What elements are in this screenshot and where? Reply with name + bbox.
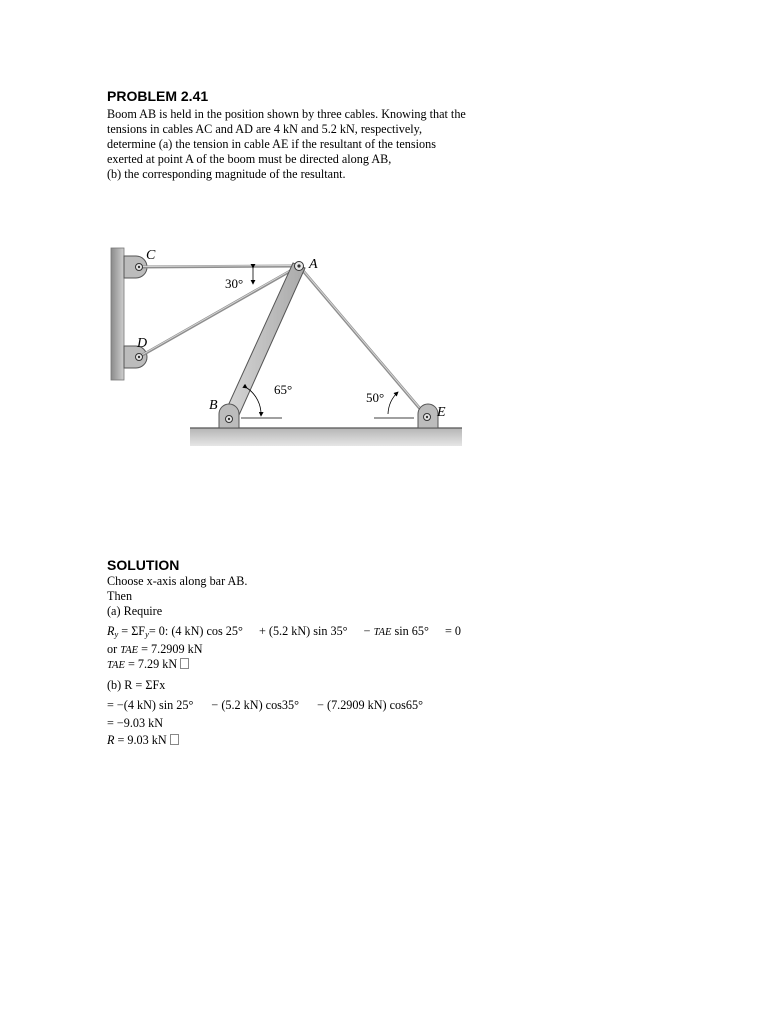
problem-heading: PROBLEM 2.41 xyxy=(107,88,209,104)
problem-line: Boom AB is held in the position shown by three cables. Knowing that the xyxy=(107,107,466,121)
label-d: D xyxy=(137,336,148,351)
equation-r-final: R = 9.03 kN xyxy=(107,733,179,748)
angle-50: 50° xyxy=(366,390,385,405)
equation-r: (b) R = ΣFx xyxy=(107,678,166,692)
solution-line: (a) Require xyxy=(107,604,163,618)
equation-tae-1: or TAE = 7.2909 kN xyxy=(107,642,203,656)
label-b: B xyxy=(209,398,218,413)
solution-line: Choose x-axis along bar AB. xyxy=(107,574,248,588)
angle-65: 65° xyxy=(274,382,293,397)
equation-tae-2: TAE = 7.29 kN xyxy=(107,657,189,673)
angle-30: 30° xyxy=(225,276,244,291)
solution-line: Then xyxy=(107,589,133,603)
problem-line: exerted at point A of the boom must be directed along AB, xyxy=(107,152,392,166)
label-a: A xyxy=(309,257,318,272)
problem-line: (b) the corresponding magnitude of the resultant. xyxy=(107,167,346,181)
equation-fy: $R_y = \Sigma F_y= 0$: (4 kN) cos 25° + (5.2 kN) sin 35° − TAE sin 65° = 0 xyxy=(107,624,461,639)
boom-figure xyxy=(100,240,470,455)
answer-box-icon xyxy=(180,658,189,669)
label-e: E xyxy=(437,405,446,420)
solution-heading: SOLUTION xyxy=(107,557,180,573)
problem-line: tensions in cables AC and AD are 4 kN and 5.2 kN, respectively, xyxy=(107,122,422,136)
equation-fx: = −(4 kN) sin 25° − (5.2 kN) cos35° − (7.2909 kN) cos65° xyxy=(107,698,423,712)
wall xyxy=(111,248,124,380)
answer-box-icon xyxy=(170,734,179,745)
problem-line: determine (a) the tension in cable AE if the resultant of the tensions xyxy=(107,137,436,151)
label-c: C xyxy=(146,248,156,263)
ground xyxy=(190,428,462,446)
equation-r-value: = −9.03 kN xyxy=(107,716,164,730)
